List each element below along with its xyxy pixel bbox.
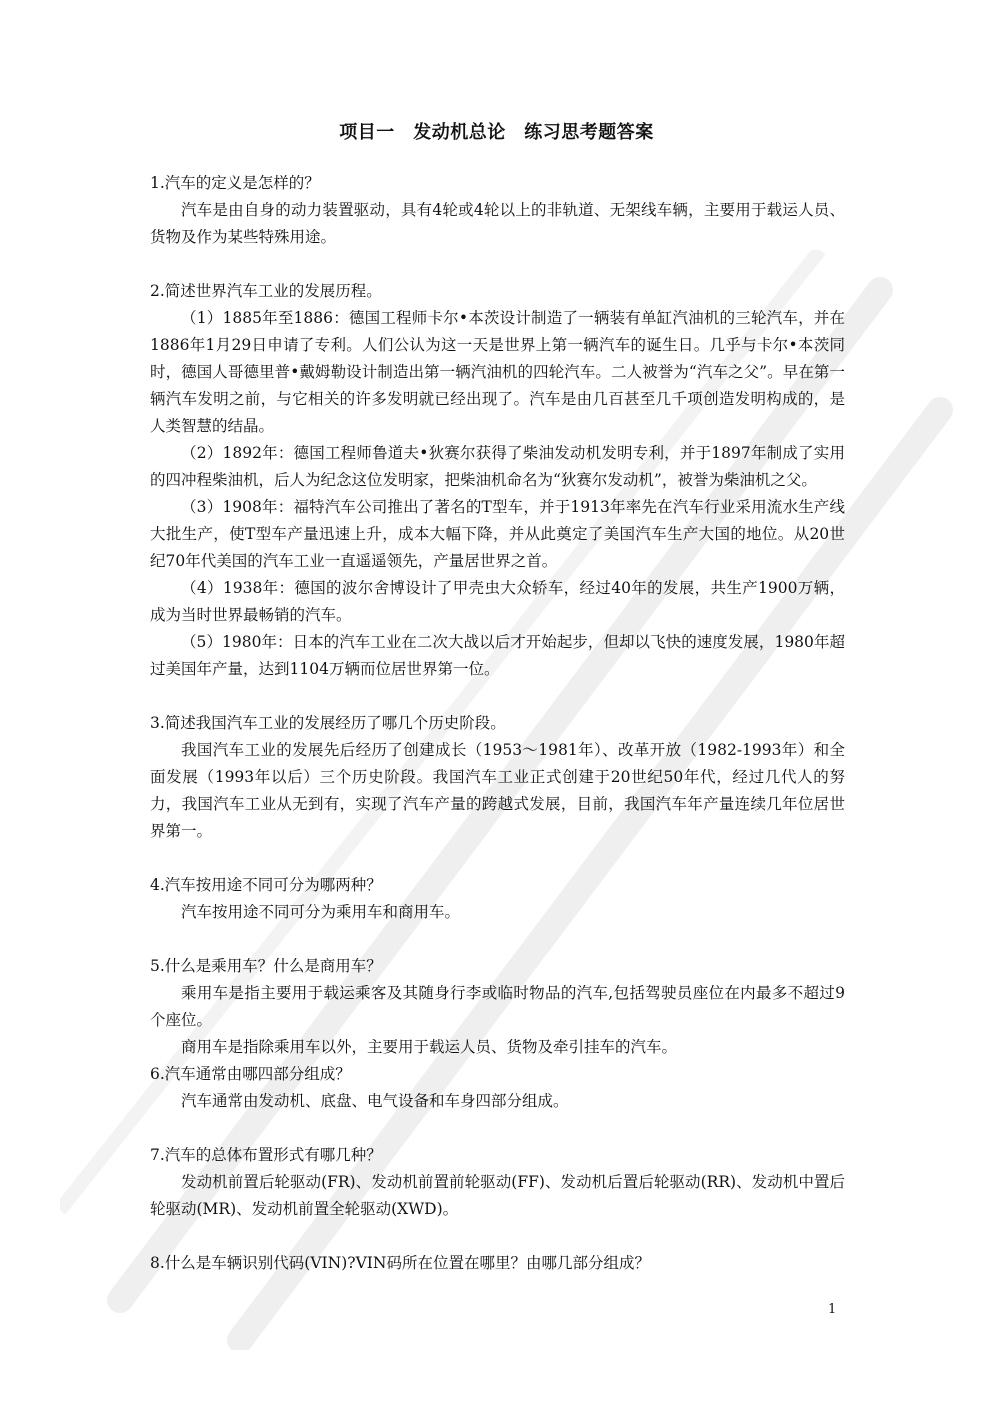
spacer xyxy=(150,1223,845,1250)
answer-3-paragraph: 我国汽车工业的发展先后经历了创建成长（1953～1981年）、改革开放（1982-1993年）和全面发展（1993年以后）三个历史阶段。我国汽车工业正式创建于20世纪50年代，经过几代人的努力，我国汽车工业从无到有，实现了汽车产量的跨越式发展，目前，我国汽车年产量连续几年位居世界第一。 xyxy=(150,741,845,840)
answer-2-paragraph-2: （2）1892年：德国工程师鲁道夫•狄赛尔获得了柴油发动机发明专利，并于1897年制成了实用的四冲程柴油机，后人为纪念这位发明家，把柴油机命名为“狄赛尔发动机”，被誉为柴油机之父。 xyxy=(150,444,845,489)
question-2: 2.简述世界汽车工业的发展历程。 xyxy=(150,282,382,300)
answer-6-paragraph: 汽车通常由发动机、底盘、电气设备和车身四部分组成。 xyxy=(181,1092,569,1110)
answer-5-paragraph-1: 乘用车是指主要用于载运乘客及其随身行李或临时物品的汽车,包括驾驶员座位在内最多不超过9个座位。 xyxy=(150,984,845,1029)
question-7: 7.汽车的总体布置形式有哪几种？ xyxy=(150,1146,382,1164)
answer-1-paragraph: 汽车是由自身的动力装置驱动，具有4轮或4轮以上的非轨道、无架线车辆，主要用于载运人员、货物及作为某些特殊用途。 xyxy=(150,201,845,246)
question-1: 1.汽车的定义是怎样的？ xyxy=(150,174,320,192)
answer-7-paragraph: 发动机前置后轮驱动(FR)、发动机前置前轮驱动(FF)、发动机后置后轮驱动(RR)、发动机中置后轮驱动(MR)、发动机前置全轮驱动(XWD)。 xyxy=(150,1173,845,1218)
page-number: 1 xyxy=(828,1302,837,1317)
question-6: 6.汽车通常由哪四部分组成？ xyxy=(150,1065,351,1083)
answer-5-paragraph-2: 商用车是指除乘用车以外，主要用于载运人员、货物及牵引挂车的汽车。 xyxy=(181,1038,678,1056)
spacer xyxy=(150,845,845,872)
spacer xyxy=(150,926,845,953)
answer-2-paragraph-5: （5）1980年：日本的汽车工业在二次大战以后才开始起步，但却以飞快的速度发展，1980年超过美国年产量，达到1104万辆而位居世界第一位。 xyxy=(150,633,845,678)
question-4: 4.汽车按用途不同可分为哪两种？ xyxy=(150,876,382,894)
question-3: 3.简述我国汽车工业的发展经历了哪几个历史阶段。 xyxy=(150,714,506,732)
question-8: 8.什么是车辆识别代码(VIN)?VIN码所在位置在哪里？由哪几部分组成？ xyxy=(150,1254,650,1272)
answer-4-paragraph: 汽车按用途不同可分为乘用车和商用车。 xyxy=(181,903,461,921)
page-title: 项目一 发动机总论 练习思考题答案 xyxy=(339,122,654,143)
qa-content xyxy=(150,170,845,1277)
answer-2-paragraph-1: （1）1885年至1886：德国工程师卡尔•本茨设计制造了一辆装有单缸汽油机的三轮汽车，并在1886年1月29日申请了专利。人们公认为这一天是世界上第一辆汽车的诞生日。几乎与卡尔•本茨同时，德国人哥德里普•戴姆勒设计制造出第一辆汽油机的四轮汽车。二人被誉为“汽车之父”。早在第一辆汽车发明之前，与它相关的许多发明就已经出现了。汽车是由几百甚至几千项创造发明构成的，是人类智慧的结晶。 xyxy=(150,309,845,435)
question-5: 5.什么是乘用车？什么是商用车？ xyxy=(150,957,382,975)
spacer xyxy=(150,251,845,278)
spacer xyxy=(150,683,845,710)
answer-2-paragraph-3: （3）1908年：福特汽车公司推出了著名的T型车，并于1913年率先在汽车行业采用流水生产线大批生产，使T型车产量迅速上升，成本大幅下降，并从此奠定了美国汽车生产大国的地位。从20世纪70年代美国的汽车工业一直遥遥领先，产量居世界之首。 xyxy=(150,498,845,570)
answer-2-paragraph-4: （4）1938年：德国的波尔舍博设计了甲壳虫大众轿车，经过40年的发展，共生产1900万辆，成为当时世界最畅销的汽车。 xyxy=(150,579,845,624)
spacer xyxy=(150,1115,845,1142)
